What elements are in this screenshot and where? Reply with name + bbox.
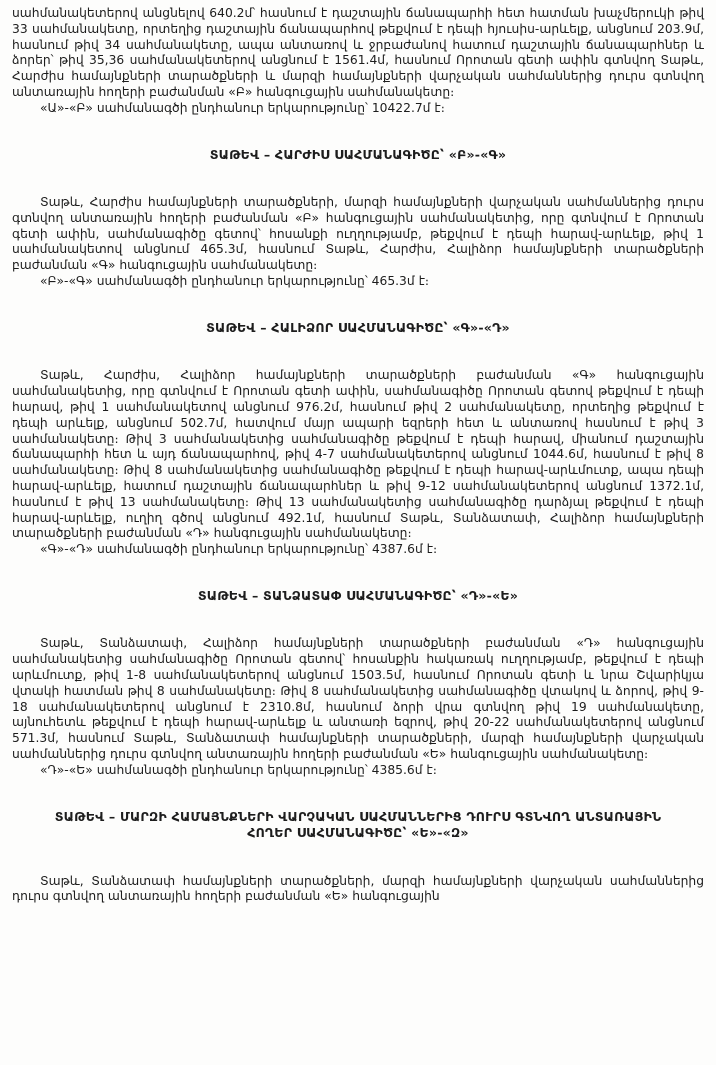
boundary-length-note: «Ա»-«Բ» սահմանագծի ընդհանուր երկարությունը՝ 10422.7մ է։ (40, 100, 445, 115)
section-heading: ՏԱԹԵՎ – ՏԱՆՁԱՏԱՓ ՍԱՀՄԱՆԱԳԻԾԸ՝ «Դ»-«Ե» (197, 587, 519, 603)
section-heading: ՏԱԹԵՎ – ՀԱԼԻՁՈՐ ՍԱՀՄԱՆԱԳԻԾԸ՝ «Գ»-«Դ» (206, 319, 510, 335)
section-heading: ՏԱԹԵՎ – ՀԱՐԺԻՍ ՍԱՀՄԱՆԱԳԻԾԸ՝ «Բ»-«Գ» (209, 146, 507, 162)
boundary-length-note: «Դ»-«Ե» սահմանագծի ընդհանուր երկարությունը՝ 4385.6մ է։ (40, 762, 437, 777)
section-heading: ՏԱԹԵՎ – ՄԱՐԶԻ ՀԱՄԱՅՆՔՆԵՐԻ ՎԱՐՉԱԿԱՆ ՍԱՀՄԱՆՆԵՐԻՑ ԴՈՒՐՍ ԳՏՆՎՈՂ ԱՆՏԱՌԱՅԻՆ ՀՈՂԵՐ ՍԱՀՄԱՆԱԳԻԾԸ՝ «Ե»-«Զ» (54, 808, 662, 841)
boundary-length-note: «Գ»-«Դ» սահմանագծի ընդհանուր երկարությունը՝ 4387.6մ է։ (40, 542, 438, 557)
body-paragraph: Տաթև, Տանձատափ, Հալիձոր համայնքների տարածքների բաժանման «Դ» հանգուցային սահմանակետից սահմանագիծը Որոտան գետով՝ հոսանքին հակառակ ուղղությամբ, թեքվում է դեպի արևմուտք, թիվ 1-8 սահմանակետերով անցնում 1503.5մ, հասնում Որոտան գետի և նրա Շվարիկյա վտակի հատման թիվ 8 սահմանակետը։ Թիվ 8 սահմանակետից սահմանագիծը վտակով և ձորով, թիվ 9-18 սահմանակետերով անցնում է 2310.8մ, հասնում ձորի վրա գտնվող թիվ 19 սահմանակետը, այնուհետև թեքվում է դեպի հարավ-արևելք և անտառի եզրով, թիվ 20-22 սահմանակետերով անցնում 571.3մ, հասնում Տաթև, Տանձատափ համայնքների տարածքների, մարզի համայնքների վարչական սահմաններից դուրս գտնվող անտառային հողերի բաժանման «Ե» հանգուցային սահմանակետը։ (12, 636, 704, 761)
boundary-length-note: «Բ»-«Գ» սահմանագծի ընդհանուր երկարությունը՝ 465.3մ է։ (40, 274, 430, 289)
body-paragraph: Տաթև, Հարժիս համայնքների տարածքների, մարզի համայնքների վարչական սահմաններից դուրս գտնվող անտառային հողերի բաժանման «Բ» հանգուցային սահմանակետից, որը գտնվում է Որոտան գետի ափին, սահմանագիծը գետով՝ հոսանքի ուղղությամբ, թեքվում է դեպի հարավ-արևելք, թիվ 1 սահմանակետով անցնում 465.3մ, հասնում Տաթև, Հարժիս, Հալիձոր համայնքների տարածքների բաժանման «Գ» հանգուցային սահմանակետը։ (12, 195, 704, 273)
body-paragraph: սահմանակետերով անցնելով 640.2մ՝ հասնում է դաշտային ճանապարհի հետ հատման խաչմերուկի թիվ 33 սահմանակետը, որտեղից դաշտային ճանապարհով թեքվում է դեպի հյուսիս-արևելք, անցնում 203.9մ, հասնում թիվ 34 սահմանակետը, ապա անտառով և ջրբաժանով հատում դաշտային ճանապարհներ և ձորեր՝ թիվ 35,36 սահմանակետերով անցնում է 1561.4մ, հասնում Որոտան գետի ափին գտնվող Տաթև, Հարժիս համայնքների տարածքների և մարզի համայնքների վարչական սահմաններից դուրս գտնվող անտառային հողերի բաժանման «Բ» հանգուցային սահմանակետը։ (12, 6, 704, 99)
body-paragraph: Տաթև, Հարժիս, Հալիձոր համայնքների տարածքների բաժանման «Գ» հանգուցային սահմանակետից, որը գտնվում է Որոտան գետի ափին, սահմանագիծը Որոտան գետով թեքվում է դեպի հարավ, թիվ 1 սահմանակետով անցնում 976.2մ, հասնում թիվ 2 սահմանակետը, որտեղից թեքվում է դեպի արևելք, անցնում 502.7մ, հատվում մայր ապարի եզրերի հետ և անտառով հասնում է թիվ 3 սահմանակետը։ Թիվ 3 սահմանակետից սահմանագիծը թեքվում է դեպի հարավ, միանում դաշտային ճանապարհի հետ և այդ ճանապարհով, թիվ 4-7 սահմանակետերով անցնում 1044.6մ, հասնում է թիվ 8 սահմանակետը։ Թիվ 8 սահմանակետից սահմանագիծը թեքվում է դեպի հարավ-արևմուտք, ապա դեպի հարավ-արևելք, հատում դաշտային ճանապարհներ և թիվ 9-12 սահմանակետերով անցնում 1372.1մ, հասնում է թիվ 13 սահմանակետը։ Թիվ 13 սահմանակետից սահմանագիծը դարձյալ թեքվում է դեպի հարավ-արևելք, ուղիղ գծով անցնում 492.1մ, հասնում Տաթև, Տանձատափ, Հալիձոր համայնքների տարածքների բաժանման «Դ» հանգուցային սահմանակետը։ (12, 368, 704, 541)
body-paragraph: Տաթև, Տանձատափ համայնքների տարածքների, մարզի համայնքների վարչական սահմաններից դուրս գտնվող անտառային հողերի բաժանման «Ե» հանգուցային (12, 873, 704, 904)
